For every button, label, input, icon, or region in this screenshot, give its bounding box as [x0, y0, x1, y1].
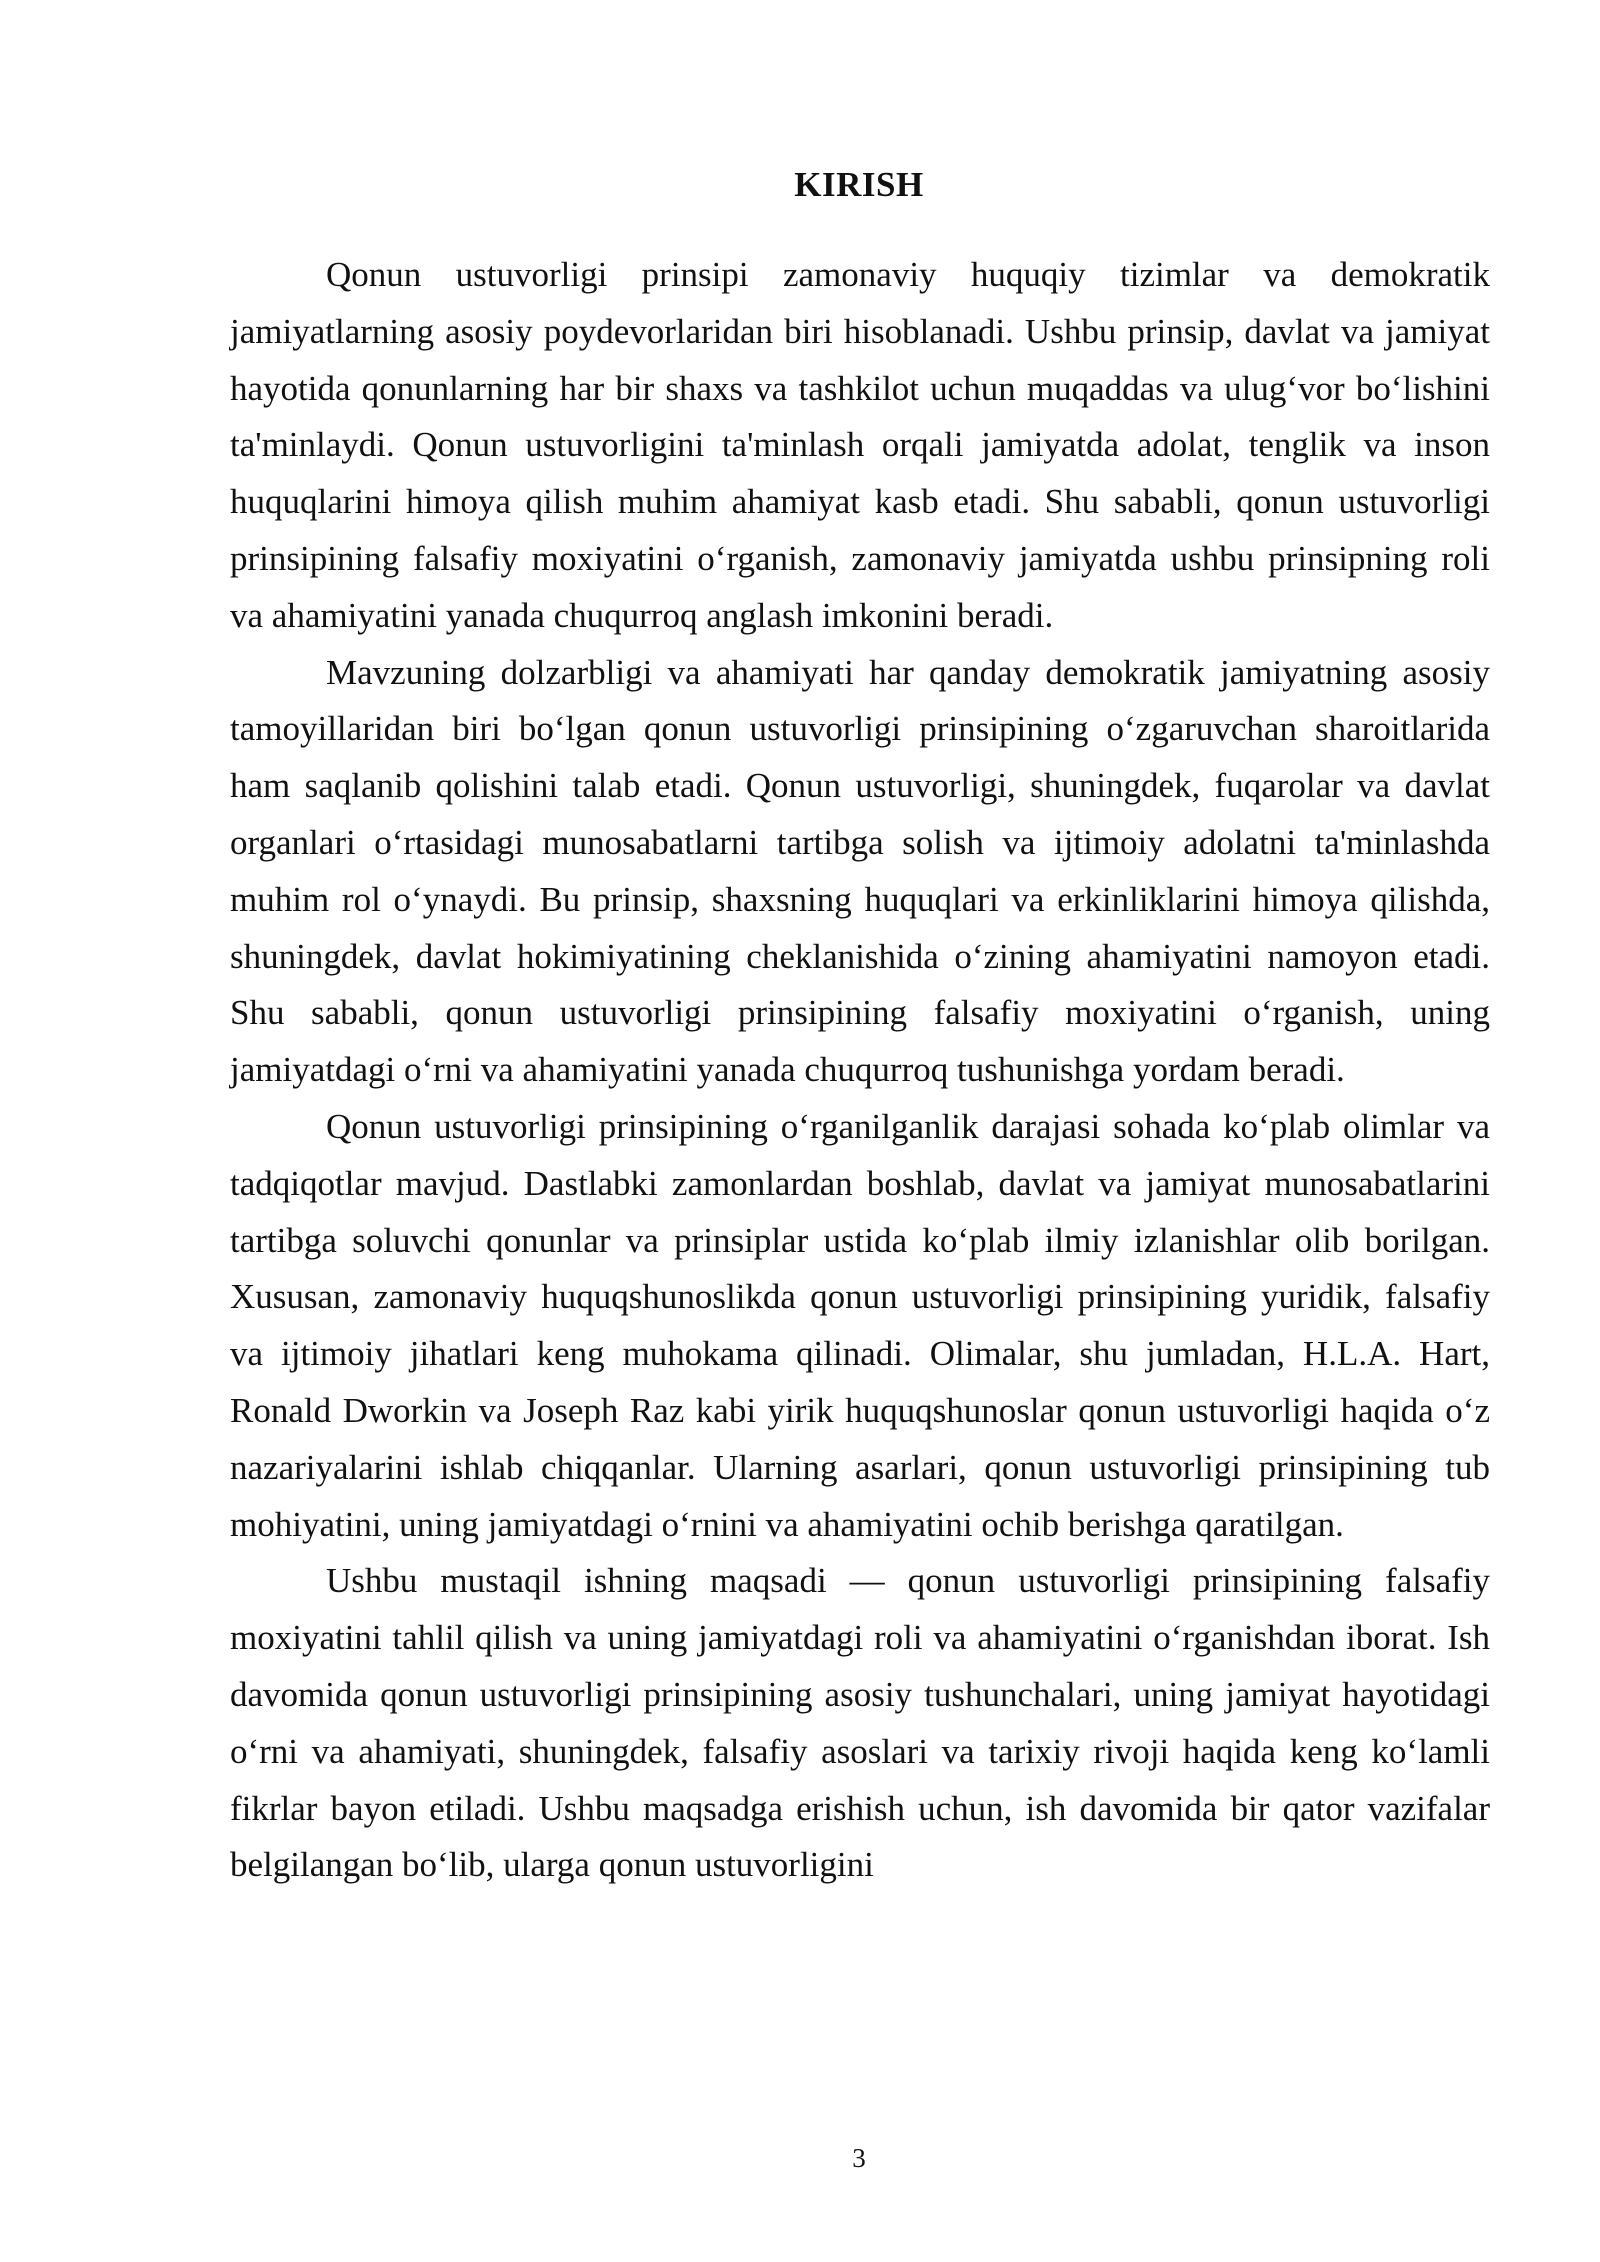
page-number: 3: [852, 2143, 866, 2173]
paragraph-research-level: Qonun ustuvorligi prinsipining o‘rganilganlik darajasi sohada ko‘plab olimlar va tadqiqotlar mavjud. Dastlabki zamonlardan boshlab, davlat va jamiyat munosabatlarini tartibga soluvchi qonunlar va prinsiplar ustida ko‘plab ilmiy izlanishlar olib borilgan. Xususan, zamonaviy huquqshunoslikda qonun ustuvorligi prinsipining yuridik, falsafiy va ijtimoiy jihatlari keng muhokama qilinadi. Olimalar, shu jumladan, H.L.A. Hart, Ronald Dworkin va Joseph Raz kabi yirik huquqshunoslar qonun ustuvorligi haqida o‘z nazariyalarini ishlab chiqqanlar. Ularning asarlari, qonun ustuvorligi prinsipining tub mohiyatini, uning jamiyatdagi o‘rnini va ahamiyatini ochib berishga qaratilgan.: [230, 1106, 1490, 1544]
paragraph-relevance: Mavzuning dolzarbligi va ahamiyati har qanday demokratik jamiyatning asosiy tamoyillaridan biri bo‘lgan qonun ustuvorligi prinsipining o‘zgaruvchan sharoitlarida ham saqlanib qolishini talab etadi. Qonun ustuvorligi, shuningdek, fuqarolar va davlat organlari o‘rtasidagi munosabatlarni tartibga solish va ijtimoiy adolatni ta'minlashda muhim rol o‘ynaydi. Bu prinsip, shaxsning huquqlari va erkinliklarini himoya qilishda, shuningdek, davlat hokimiyatining cheklanishida o‘zining ahamiyatini namoyon etadi. Shu sababli, qonun ustuvorligi prinsipining falsafiy moxiyatini o‘rganish, uning jamiyatdagi o‘rni va ahamiyatini yanada chuqurroq tushunishga yordam beradi.: [230, 652, 1490, 1090]
paragraph-intro: Qonun ustuvorligi prinsipi zamonaviy huquqiy tizimlar va demokratik jamiyatlarning asosiy poydevorlaridan biri hisoblanadi. Ushbu prinsip, davlat va jamiyat hayotida qonunlarning har bir shaxs va tashkilot uchun muqaddas va ulug‘vor bo‘lishini ta'minlaydi. Qonun ustuvorligini ta'minlash orqali jamiyatda adolat, tenglik va inson huquqlarini himoya qilish muhim ahamiyat kasb etadi. Shu sababli, qonun ustuvorligi prinsipining falsafiy moxiyatini o‘rganish, zamonaviy jamiyatda ushbu prinsipning roli va ahamiyatini yanada chuqurroq anglash imkonini beradi.: [230, 255, 1490, 635]
paragraph-purpose: Ushbu mustaqil ishning maqsadi — qonun ustuvorligi prinsipining falsafiy moxiyatini tahlil qilish va uning jamiyatdagi roli va ahamiyatini o‘rganishdan iborat. Ish davomida qonun ustuvorligi prinsipining asosiy tushunchalari, uning jamiyat hayotidagi o‘rni va ahamiyati, shuningdek, falsafiy asoslari va tarixiy rivoji haqida keng ko‘lamli fikrlar bayon etiladi. Ushbu maqsadga erishish uchun, ish davomida bir qator vazifalar belgilangan bo‘lib, ularga qonun ustuvorligini: [230, 1561, 1490, 1885]
section-heading: KIRISH: [794, 165, 924, 204]
body-text: [230, 247, 1490, 1894]
